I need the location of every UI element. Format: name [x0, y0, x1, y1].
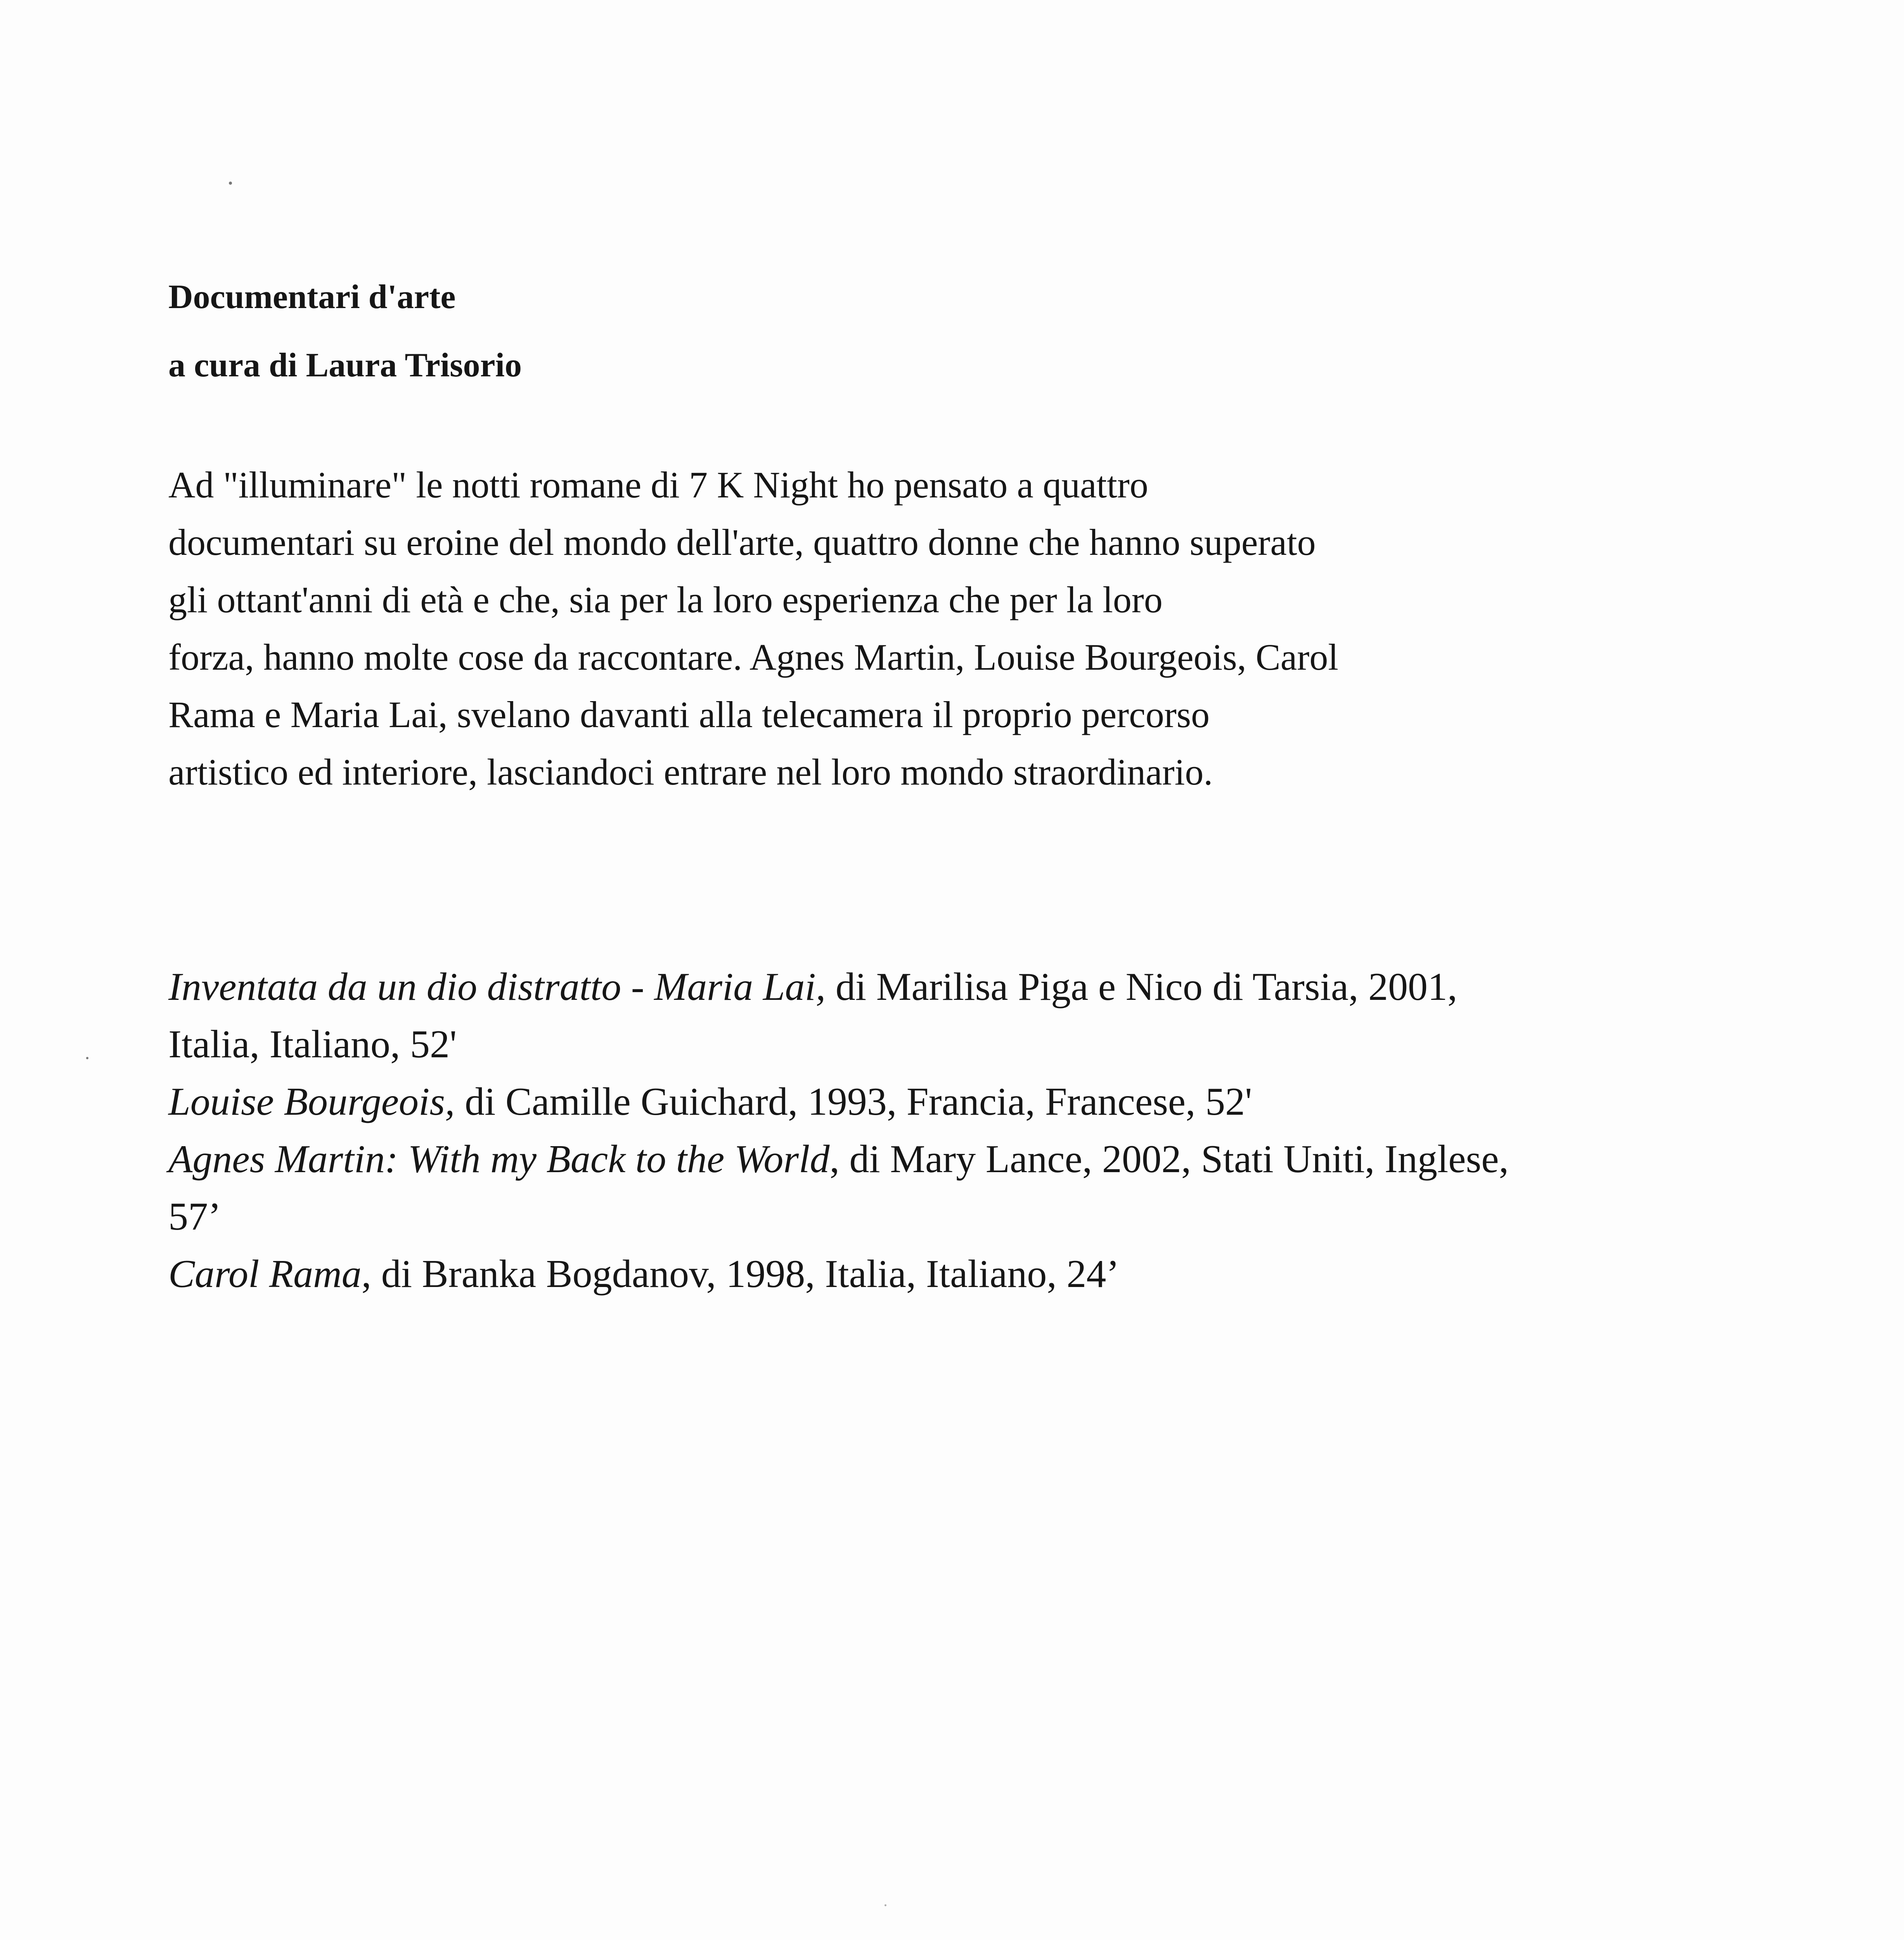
- film-details-continued: Italia, Italiano, 52': [168, 1022, 457, 1066]
- film-entry: [168, 1131, 1759, 1188]
- intro-line: documentari su eroine del mondo dell'arte, quattro donne che hanno superato: [168, 521, 1316, 563]
- scan-speck: [884, 1904, 886, 1906]
- intro-paragraph: [168, 456, 1681, 801]
- film-title: Louise Bourgeois,: [168, 1080, 455, 1124]
- film-list: [168, 958, 1759, 1303]
- intro-line: Rama e Maria Lai, svelano davanti alla telecamera il proprio percorso: [168, 694, 1210, 735]
- film-details: di Marilisa Piga e Nico di Tarsia, 2001,: [826, 965, 1457, 1009]
- film-entry: [168, 1245, 1759, 1303]
- film-details-continued: 57’: [168, 1195, 221, 1238]
- scan-speck: [86, 1057, 88, 1059]
- intro-line: gli ottant'anni di età e che, sia per la loro esperienza che per la loro: [168, 579, 1163, 620]
- film-details: , di Mary Lance, 2002, Stati Uniti, Inglese,: [829, 1137, 1509, 1181]
- film-title: Agnes Martin: With my Back to the World: [168, 1137, 830, 1181]
- film-details: di Camille Guichard, 1993, Francia, Francese, 52': [455, 1080, 1252, 1124]
- film-entry: [168, 1073, 1759, 1131]
- intro-line: artistico ed interiore, lasciandoci entrare nel loro mondo straordinario.: [168, 751, 1213, 793]
- film-details: , di Branka Bogdanov, 1998, Italia, Italiano, 24’: [361, 1252, 1120, 1296]
- scan-speck: [229, 182, 232, 185]
- intro-line: forza, hanno molte cose da raccontare. Agnes Martin, Louise Bourgeois, Carol: [168, 636, 1338, 678]
- film-title: Inventata da un dio distratto - Maria Lai,: [168, 965, 826, 1009]
- document-subtitle: a cura di Laura Trisorio: [168, 346, 522, 384]
- film-title: Carol Rama: [168, 1252, 362, 1296]
- document-title: Documentari d'arte: [168, 278, 456, 316]
- film-entry: [168, 958, 1759, 1016]
- document-heading: [168, 263, 1643, 400]
- intro-line: Ad "illuminare" le notti romane di 7 K Night ho pensato a quattro: [168, 464, 1148, 506]
